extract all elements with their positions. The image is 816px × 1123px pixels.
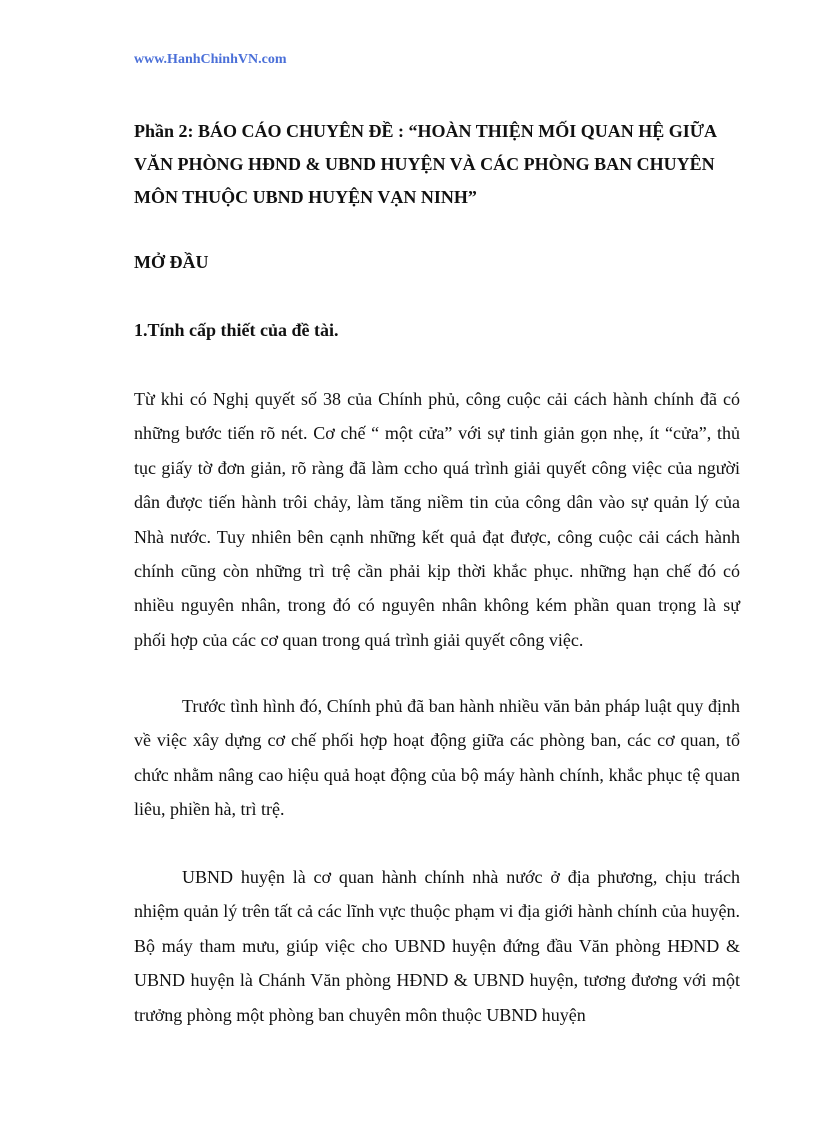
title-line-3: MÔN THUỘC UBND HUYỆN VẠN NINH” [134,187,477,207]
title-line-2: VĂN PHÒNG HĐND & UBND HUYỆN VÀ CÁC PHÒNG BAN CHUYÊN [134,154,715,174]
paragraph-2: Trước tình hình đó, Chính phủ đã ban hành nhiều văn bản pháp luật quy định về việc xây dựng cơ chế phối hợp hoạt động giữa các phòng ban, các cơ quan, tổ chức nhằm nâng cao hiệu quả hoạt động của bộ máy hành chính, khắc phục tệ quan liêu, phiền hà, trì trệ. [134,696,740,820]
paragraph-1: Từ khi có Nghị quyết số 38 của Chính phủ, công cuộc cải cách hành chính đã có những bước tiến rõ nét. Cơ chế “ một cửa” với sự tinh giản gọn nhẹ, ít “cửa”, thủ tục giấy tờ đơn giản, rõ ràng đã làm ccho quá trình giải quyết công việc của người dân được tiến hành trôi chảy, làm tăng niềm tin của công dân vào sự quản lý của Nhà nước. Tuy nhiên bên cạnh những kết quả đạt được, công cuộc cải cách hành chính cũng còn những trì trệ cần phải kịp thời khắc phục. những hạn chế đó có nhiều nguyên nhân, trong đó có nguyên nhân không kém phần quan trọng là sự phối hợp của các cơ quan trong quá trình giải quyết công việc. [134,389,740,650]
paragraph-3: UBND huyện là cơ quan hành chính nhà nước ở địa phương, chịu trách nhiệm quản lý trên tất cả các lĩnh vực thuộc phạm vi địa giới hành chính của huyện. Bộ máy tham mưu, giúp việc cho UBND huyện đứng đầu Văn phòng HĐND & UBND huyện là Chánh Văn phòng HĐND & UBND huyện, tương đương với một trưởng phòng một phòng ban chuyên môn thuộc UBND huyện [134,867,740,1025]
document-title [134,115,746,214]
urgency-heading: 1.Tính cấp thiết của đề tài. [134,320,339,340]
header-url-link[interactable]: www.HanhChinhVN.com [134,52,287,67]
title-line-1: Phần 2: BÁO CÁO CHUYÊN ĐỀ : “HOÀN THIỆN MỐI QUAN HỆ GIỮA [134,121,718,141]
intro-heading: MỞ ĐẦU [134,252,209,272]
